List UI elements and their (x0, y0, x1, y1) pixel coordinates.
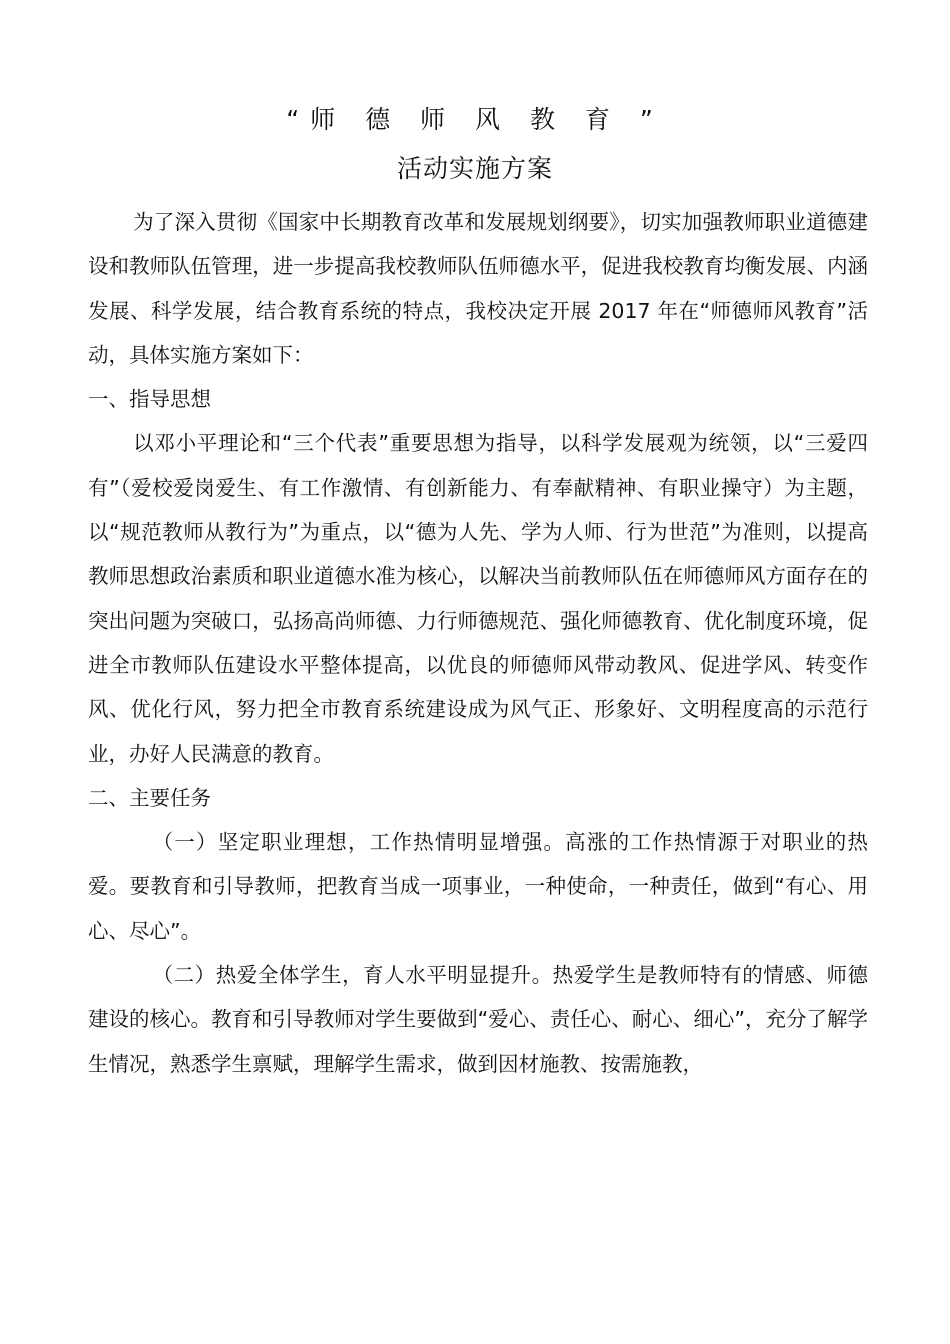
section-heading-main-tasks: 二、主要任务 (88, 785, 211, 810)
document-body (88, 200, 868, 1086)
intro-paragraph: 为了深入贯彻《国家中长期教育改革和发展规划纲要》，切实加强教师职业道德建设和教师队伍管理，进一步提高我校教师队伍师德水平，促进我校教育均衡发展、内涵发展、科学发展，结合教育系统的特点，我校决定开展 2017 年在“师德师风教育”活动，具体实施方案如下： (88, 210, 868, 367)
section-heading-guiding-ideology: 一、指导思想 (88, 387, 211, 412)
guiding-ideology-paragraph: 以邓小平理论和“三个代表”重要思想为指导，以科学发展观为统领，以“三爱四有”（爱校爱岗爱生、有工作激情、有创新能力、有奉献精神、有职业操守）为主题，以“规范教师从教行为”为重点，以“德为人先、学为人师、行为世范”为准则，以提高教师思想政治素质和职业道德水准为核心，以解决当前教师队伍在师德师风方面存在的突出问题为突破口，弘扬高尚师德、力行师德规范、强化师德教育、优化制度环境，促进全市教师队伍建设水平整体提高，以优良的师德师风带动教风、促进学风、转变作风、优化行风，努力把全市教育系统建设成为风气正、形象好、文明程度高的示范行业，办好人民满意的教育。 (88, 431, 868, 766)
document-title-line1: “师 德 师 风 教 育 ” (286, 105, 664, 134)
main-task-paragraph-1: （一）坚定职业理想，工作热情明显增强。高涨的工作热情源于对职业的热爱。要教育和引导教师，把教育当成一项事业，一种使命，一种责任，做到“有心、用心、尽心”。 (88, 830, 868, 943)
document-title-line2: 活动实施方案 (396, 154, 553, 183)
main-task-paragraph-2: （二）热爱全体学生，育人水平明显提升。热爱学生是教师特有的情感、师德建设的核心。教育和引导教师对学生要做到“爱心、责任心、耐心、细心”，充分了解学生情况，熟悉学生禀赋，理解学生需求，做到因材施教、按需施教， (88, 963, 868, 1076)
